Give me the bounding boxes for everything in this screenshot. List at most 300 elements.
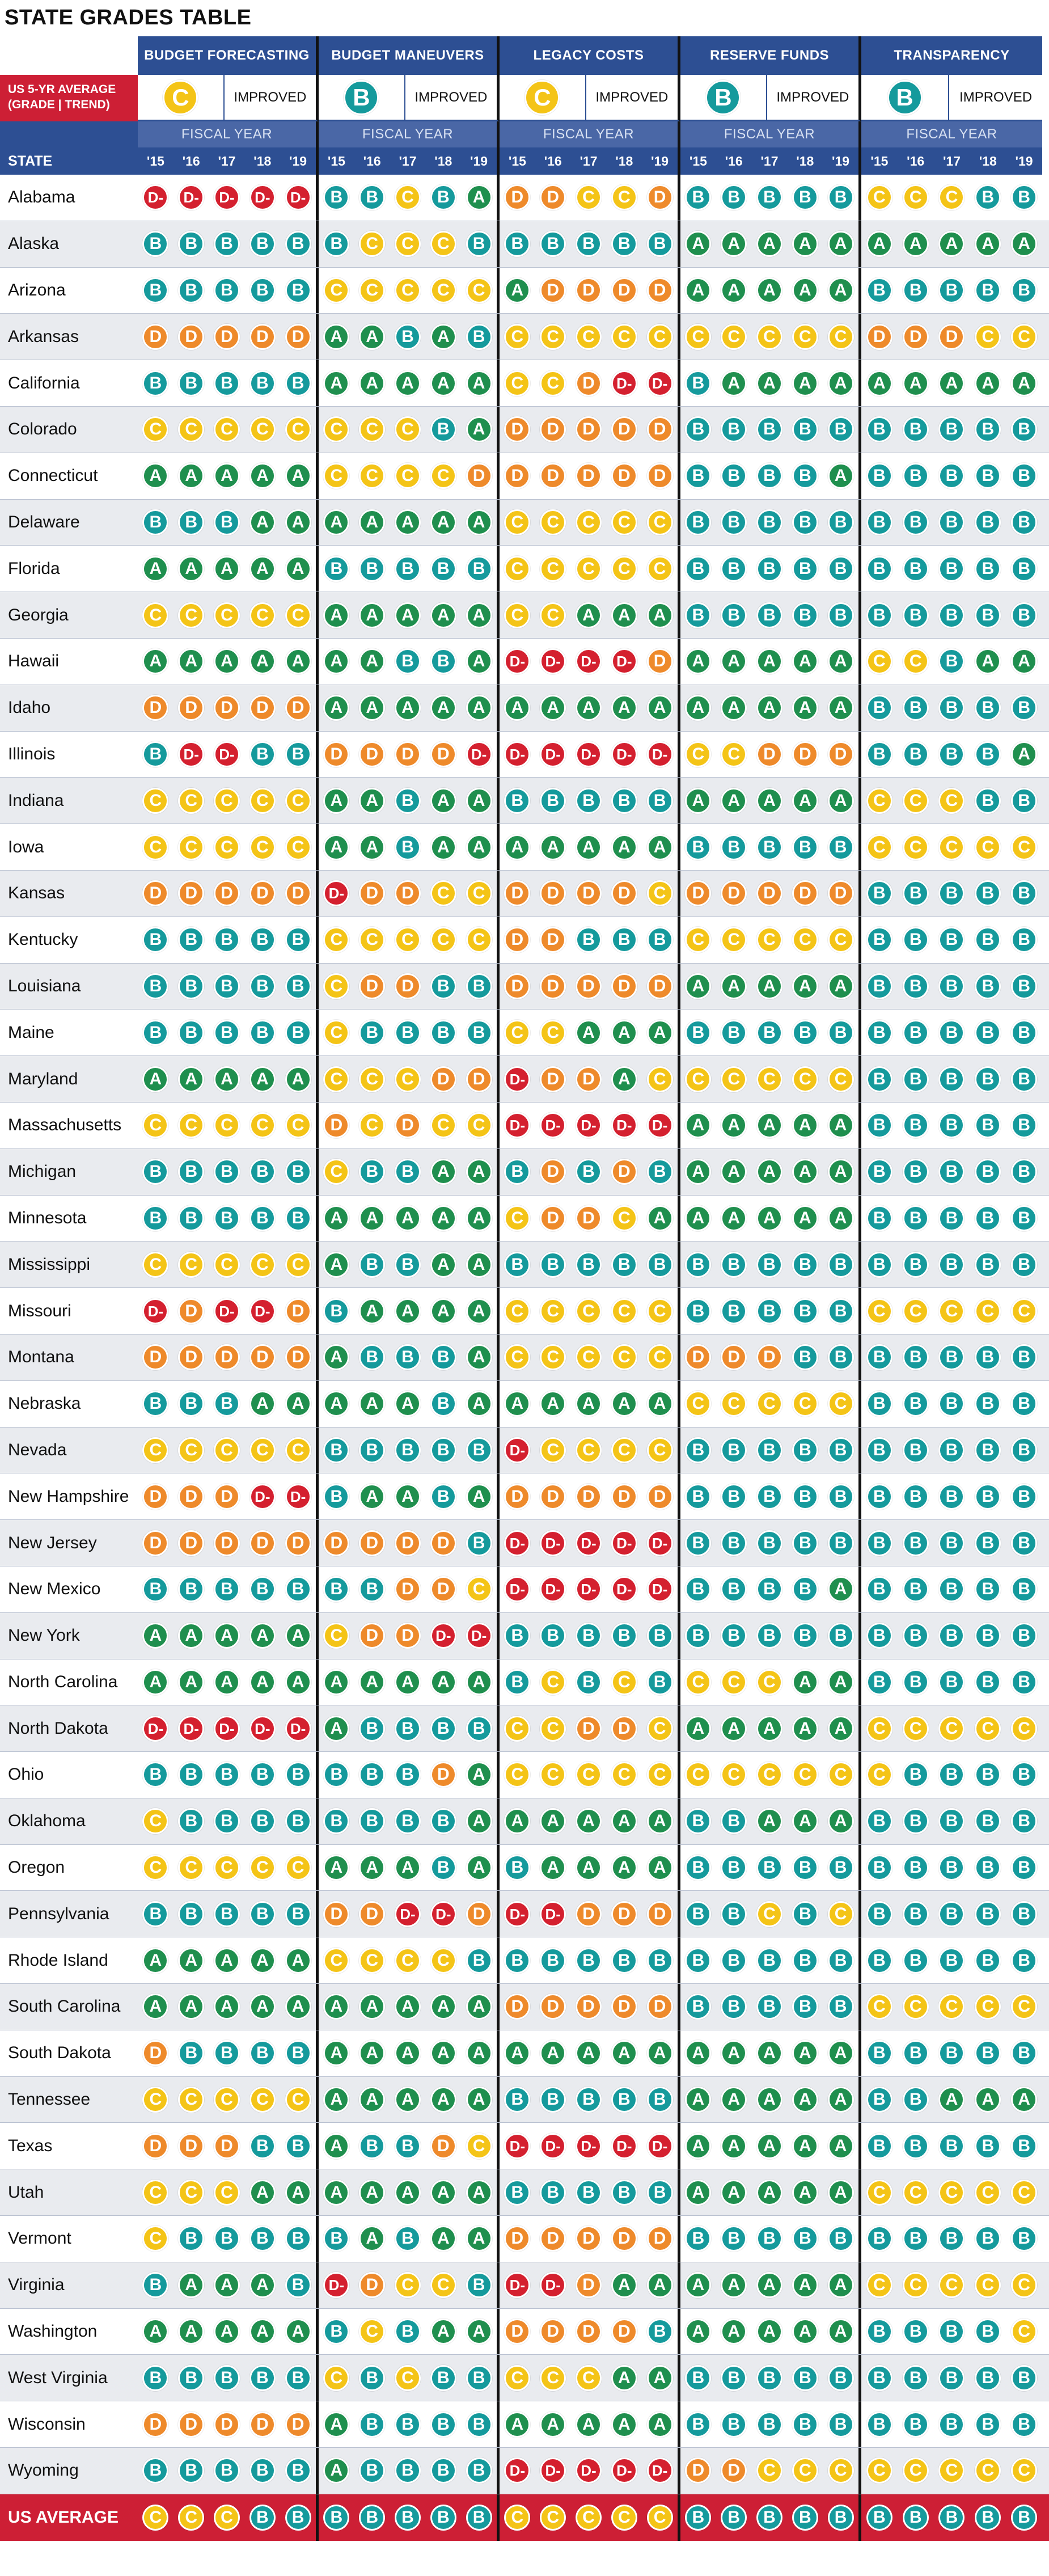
grade-cell [861,1752,898,1798]
grade-badge: B [395,788,421,814]
grade-cell [680,1891,716,1937]
grade-badge: B [142,2365,168,2391]
grade-cell [354,1659,390,1705]
grade-cell [787,778,823,824]
grade-cell [571,732,607,778]
grade-badge: A [359,2040,385,2066]
grade-cell [823,1845,858,1891]
grade-badge: D [540,184,566,210]
grade-badge: A [323,2457,349,2484]
grade-badge: A [142,2319,168,2345]
grade-cell [861,1473,898,1519]
grade-cell [390,1010,426,1055]
grade-badge: A [285,1066,311,1092]
grade-cell [571,964,607,1010]
grade-cell [425,1056,461,1102]
grade-cell [642,1984,678,2030]
grade-cell [461,1288,497,1334]
grade-cell [861,685,898,731]
grade-cell [680,1984,716,2030]
grade-badge: B [792,556,818,582]
grade-cell [970,453,1006,499]
grade-cell [174,175,209,221]
grade-cell [390,1103,426,1148]
grade-badge: B [214,1762,240,1788]
grade-cell [571,1196,607,1241]
grade-badge: C [504,1298,530,1324]
grade-badge: B [903,1391,929,1417]
table-row [0,1010,1049,1056]
grade-cell [823,2216,858,2262]
grade-badge: B [214,1391,240,1417]
grade-badge: C [178,1437,204,1463]
grade-badge: B [792,1437,818,1463]
grade-cell [861,592,898,638]
grade-badge: C [178,2087,204,2113]
grade-badge: A [359,1391,385,1417]
grade-cell [934,1381,970,1427]
grade-badge: C [647,1298,673,1324]
grade-cell [606,453,642,499]
grade-cell [898,1241,934,1287]
grade-badge: C [903,1716,929,1742]
grade-cell [716,1335,752,1380]
grade-badge: B [828,1948,854,1974]
grade-badge: B [466,2365,492,2391]
grade-cell [934,964,970,1010]
grade-badge: C [756,2457,782,2484]
grade-badge: B [756,1020,782,1046]
grade-badge: B [359,2365,385,2391]
grade-badge: B [395,2133,421,2159]
grade-badge: B [540,788,566,814]
grade-badge: B [430,1344,456,1370]
grade-cell [898,592,934,638]
grade-badge: D- [178,1716,204,1742]
grade-badge: A [430,1205,456,1231]
grade-badge: B [866,1948,893,1974]
grade-badge: B [395,1252,421,1278]
year-label: '19 [289,153,307,168]
grade-badge: D- [576,741,602,767]
grade-badge: A [178,1066,204,1092]
grade-cell [354,546,390,592]
grade-badge: B [938,695,965,721]
grade-cell [535,1010,571,1055]
grade-badge: B [430,184,456,210]
grade-cell [716,2077,752,2123]
grade-badge: D [647,1484,673,1510]
grade-cell [898,546,934,592]
grade-badge: A [359,834,385,860]
grade-badge: A [466,602,492,628]
grade-cell [138,824,174,870]
grade-cell [280,2169,316,2215]
grade-badge: D- [249,1298,276,1324]
grade-badge: B [540,231,566,257]
grade-badge: C [395,463,421,489]
grade-badge: B [178,1159,204,1185]
grade-cell [823,2030,858,2076]
grade-badge: C [647,1437,673,1463]
grade-cell [970,824,1006,870]
grade-badge: A [647,2272,673,2298]
grade-badge: C [611,1205,637,1231]
grade-badge: B [938,1252,965,1278]
grade-badge: B [214,1159,240,1185]
grade-badge: B [938,927,965,953]
grade-cell [319,268,354,314]
grade-cell [787,1056,823,1102]
grade-cell [861,2077,898,2123]
grade-cell [898,500,934,546]
grade-cell [680,2448,716,2494]
grade-cell [787,2123,823,2169]
grade-cell [787,685,823,731]
grade-cell [716,2030,752,2076]
grade-badge: B [975,1391,1001,1417]
grade-cell [461,1056,497,1102]
grade-badge: C [504,1205,530,1231]
grade-badge: A [466,1252,492,1278]
grade-badge: C [359,2319,385,2345]
grade-cell [390,2169,426,2215]
grade-badge: B [395,1716,421,1742]
grade-badge: B [828,1484,854,1510]
grade-cell [934,1891,970,1937]
grade-badge: B [903,277,929,303]
grade-badge: A [721,2087,747,2113]
grade-cell [138,2077,174,2123]
grade-badge: D [611,1994,637,2020]
grade-cell [970,1566,1006,1612]
grade-cell [823,1473,858,1519]
grade-badge: B [178,1205,204,1231]
grade-cell [461,407,497,453]
grade-cell [390,1149,426,1195]
grade-cell [244,268,280,314]
grade-badge: B [214,2457,240,2484]
grade-cell [752,824,788,870]
grade-cell [752,1520,788,1566]
grade-badge: A [540,1391,566,1417]
grade-badge: D [540,1205,566,1231]
grade-cell [500,1103,535,1148]
grade-cell [535,546,571,592]
grade-cell [535,824,571,870]
grade-badge: A [214,1669,240,1695]
grade-badge: D [540,2319,566,2345]
grade-cell [319,1335,354,1380]
grade-cell [716,917,752,963]
state-name: Oregon [8,1858,65,1877]
grade-badge: B [975,416,1001,442]
grade-badge: C [249,1252,276,1278]
grade-badge: A [430,324,456,350]
grade-badge: B [756,556,782,582]
grade-badge: C [647,556,673,582]
grade-cell [244,1010,280,1055]
grade-cell [571,2309,607,2355]
grade-cell [680,639,716,685]
grade-badge: C [142,2087,168,2113]
grade-badge: A [249,556,276,582]
state-name: Wisconsin [8,2414,86,2434]
grade-cell [390,871,426,917]
grade-badge: C [430,463,456,489]
grade-badge: A [721,648,747,674]
table-row [0,685,1049,732]
grade-cell [861,1937,898,1983]
grade-badge: D [576,2226,602,2252]
grade-cell [174,592,209,638]
grade-cell [680,1288,716,1334]
grade-badge: C [611,1669,637,1695]
grade-cell [787,1566,823,1612]
grade-cell [680,732,716,778]
grade-badge: C [647,1066,673,1092]
grade-cell [535,2494,571,2541]
grade-badge: C [576,2365,602,2391]
grade-cell [535,407,571,453]
grade-badge: B [685,556,711,582]
table-row [0,1705,1049,1752]
grade-badge: B [938,1948,965,1974]
grade-badge: A [792,370,818,396]
table-row [0,732,1049,778]
grade-badge: A [430,1298,456,1324]
grade-badge: B [721,1855,747,1881]
grade-cell [787,1845,823,1891]
grade-cell [606,732,642,778]
grade-badge: B [647,231,673,257]
grade-cell [752,1752,788,1798]
grade-badge: D- [647,1112,673,1138]
grade-badge: D [504,927,530,953]
grade-cell [209,1520,245,1566]
grade-cell [354,453,390,499]
grade-badge: B [178,231,204,257]
avg-grade-badge: B [344,80,379,115]
grade-cell [354,2123,390,2169]
grade-cell [970,1891,1006,1937]
grade-badge: B [285,2226,311,2252]
grade-cell [535,639,571,685]
grade-badge: A [828,2087,854,2113]
grade-badge: A [504,277,530,303]
grade-cell [606,685,642,731]
table-row [0,1196,1049,1242]
grade-cell [752,500,788,546]
grade-cell [319,2355,354,2401]
grade-badge: B [395,1020,421,1046]
grade-cell [680,1752,716,1798]
grade-cell [390,1473,426,1519]
grade-badge: C [323,463,349,489]
grade-badge: A [756,1808,782,1834]
grade-cell [138,268,174,314]
grade-cell [571,1845,607,1891]
state-name: Maryland [8,1069,78,1088]
grade-cell [716,592,752,638]
grade-cell [209,2355,245,2401]
grade-cell [823,175,858,221]
grade-cell [280,824,316,870]
grade-badge: B [721,1437,747,1463]
grade-badge: D [540,1159,566,1185]
grade-badge: A [721,277,747,303]
grade-badge: A [395,1205,421,1231]
grade-badge: C [685,1066,711,1092]
grade-cell [861,1241,898,1287]
grade-cell [390,1381,426,1427]
grade-badge: A [466,648,492,674]
table-row [0,1566,1049,1613]
grade-badge: A [792,1112,818,1138]
grade-cell [934,824,970,870]
grade-badge: B [866,2087,893,2113]
us-average-row [0,2494,1049,2541]
grade-badge: A [323,2087,349,2113]
grade-cell [823,314,858,360]
grade-cell [970,546,1006,592]
grade-badge: B [756,1530,782,1556]
grade-badge: C [395,231,421,257]
grade-badge: B [142,1205,168,1231]
grade-badge: C [249,416,276,442]
grade-badge: C [866,1762,893,1788]
grade-badge: C [395,1066,421,1092]
grade-cell [571,2216,607,2262]
grade-badge: C [756,1391,782,1417]
grade-badge: C [903,2457,929,2484]
grade-cell [500,1798,535,1844]
grade-badge: B [685,1948,711,1974]
grade-badge: A [828,2272,854,2298]
grade-cell [571,1613,607,1659]
grade-cell [571,1103,607,1148]
grade-cell [898,1473,934,1519]
grade-cell [354,732,390,778]
grade-cell [787,1335,823,1380]
grade-badge: D [576,2319,602,2345]
grade-cell [209,1196,245,1241]
grade-cell [535,778,571,824]
grade-badge: C [938,184,965,210]
grade-badge: D [142,1484,168,1510]
grade-badge: A [466,509,492,535]
grade-badge: C [721,1391,747,1417]
grade-badge: D [576,1066,602,1092]
grade-badge: B [866,2319,893,2345]
table-row [0,1381,1049,1428]
grade-cell [642,1473,678,1519]
grade-cell [571,1891,607,1937]
grade-badge: A [685,648,711,674]
grade-badge: D [540,1484,566,1510]
grade-cell [716,1288,752,1334]
grade-cell [500,1196,535,1241]
grade-badge: B [214,1808,240,1834]
state-name: Kansas [8,884,65,903]
grade-badge: A [178,1669,204,1695]
grade-cell [752,2355,788,2401]
grade-badge: B [866,602,893,628]
grade-cell [680,917,716,963]
grade-cell [138,221,174,267]
grade-cell [354,1196,390,1241]
grade-cell [390,1984,426,2030]
grade-badge: A [647,1020,673,1046]
grade-badge: C [1011,834,1037,860]
grade-badge: D [647,277,673,303]
grade-cell [500,2494,535,2541]
grade-badge: A [576,2412,602,2438]
grade-cell [138,546,174,592]
grade-cell [500,917,535,963]
grade-cell [425,1984,461,2030]
grade-cell [1006,1845,1042,1891]
grade-badge: A [721,1716,747,1742]
grade-badge: C [466,1576,492,1602]
grade-badge: A [721,1112,747,1138]
fiscal-year-label: FISCAL YEAR [500,121,680,147]
grade-badge: A [756,2040,782,2066]
grade-cell [970,175,1006,221]
grade-badge: B [903,1252,929,1278]
grade-badge: D [647,416,673,442]
grade-badge: B [466,1948,492,1974]
grade-badge: C [142,834,168,860]
grade-cell [244,2262,280,2308]
grade-badge: B [611,231,637,257]
grade-badge: A [466,1994,492,2020]
grade-badge: B [1011,1669,1037,1695]
grade-cell [138,1381,174,1427]
grade-badge: C [866,648,893,674]
grade-badge: D [214,1530,240,1556]
grade-badge: B [903,1112,929,1138]
grade-cell [716,1798,752,1844]
grade-badge: B [576,927,602,953]
grade-badge: D [395,1112,421,1138]
grade-cell [390,2077,426,2123]
grade-badge: C [756,927,782,953]
grade-cell [642,1798,678,1844]
grade-badge: B [611,927,637,953]
grade-cell [280,732,316,778]
grade-badge: B [285,2505,311,2531]
grade-badge: B [938,2040,965,2066]
grade-badge: B [504,1948,530,1974]
grade-cell [1006,592,1042,638]
grade-badge: A [540,2412,566,2438]
grade-cell [319,1381,354,1427]
grade-badge: B [611,1948,637,1974]
grade-cell [861,1705,898,1751]
grade-badge: B [828,1530,854,1556]
grade-cell [716,407,752,453]
grade-cell [571,824,607,870]
grade-cell [319,685,354,731]
grade-badge: D [249,324,276,350]
grade-badge: D- [540,1112,566,1138]
grade-badge: B [142,370,168,396]
grade-cell [787,2077,823,2123]
grade-badge: B [721,602,747,628]
grade-cell [898,314,934,360]
grade-badge: D [611,277,637,303]
